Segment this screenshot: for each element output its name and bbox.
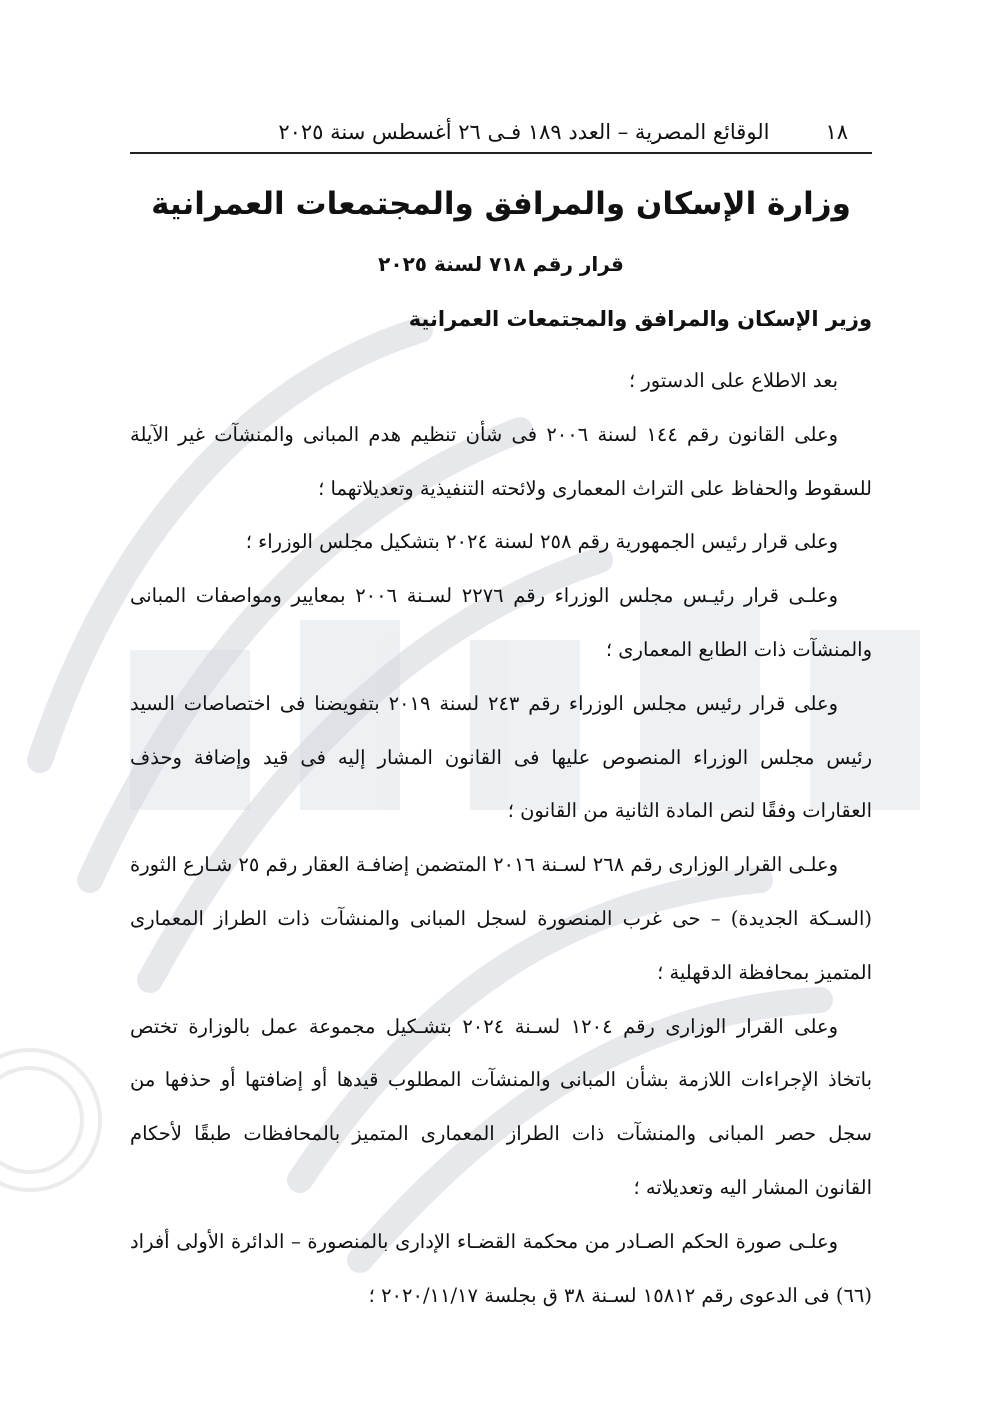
issuer-heading: وزير الإسكان والمرافق والمجتمعات العمرانية: [408, 307, 872, 331]
paragraph: وعلى القرار الوزارى رقم ١٢٠٤ لسـنة ٢٠٢٤ بتشـكيل مجموعة عمل بالوزارة تختص باتخاذ الإجراءات اللازمة بشأن المبانى والمنشآت المطلوب قيدها أو إضافتها أو حذفها من سجل حصر المبانى والمنشآت ذات الطراز المعمارى المتميز بالمحافظات طبقًا لأحكام القانون المشار اليه وتعديلاته ؛: [130, 1014, 872, 1199]
decree-preamble: [130, 354, 872, 1322]
paragraph: وعلى قرار رئيس مجلس الوزراء رقم ٢٤٣ لسنة ٢٠١٩ بتفويضنا فى اختصاصات السيد رئيس مجلس الوزراء المنصوص عليها فى القانون المشار إليه فى قيد وإضافة وحذف العقارات وفقًا لنص المادة الثانية من القانون ؛: [130, 691, 872, 823]
paragraph: وعلى قرار رئيس الجمهورية رقم ٢٥٨ لسنة ٢٠٢٤ بتشكيل مجلس الوزراء ؛: [245, 530, 838, 554]
page-number: ١٨: [825, 120, 848, 144]
page-header: [130, 112, 872, 154]
paragraph: وعلـى صورة الحكم الصـادر من محكمة القضـاء الإدارى بالمنصورة – الدائرة الأولى أفراد (٦٦) فى الدعوى رقم ١٥٨١٢ لسـنة ٣٨ ق بجلسة ٢٠٢٠/١١/١٧ ؛: [130, 1229, 872, 1307]
paragraph: وعلى القانون رقم ١٤٤ لسنة ٢٠٠٦ فى شأن تنظيم هدم المبانى والمنشآت غير الآيلة للسقوط والحفاظ على التراث المعمارى ولائحته التنفيذية وتعديلاتهما ؛: [130, 422, 872, 500]
paragraph: وعلـى القرار الوزارى رقم ٢٦٨ لسـنة ٢٠١٦ المتضمن إضافـة العقار رقم ٢٥ شـارع الثورة (السـكة الجديدة) – حى غرب المنصورة لسجل المبانى والمنشآت ذات الطراز المعمارى المتميز بمحافظة الدقهلية ؛: [130, 853, 872, 984]
gazette-issue-line: الوقائع المصرية – العدد ١٨٩ فـى ٢٦ أغسطس سنة ٢٠٢٥: [278, 120, 770, 144]
decree-title: قرار رقم ٧١٨ لسنة ٢٠٢٥: [378, 252, 624, 276]
ministry-title: وزارة الإسكان والمرافق والمجتمعات العمرانية: [151, 186, 851, 222]
paragraph: بعد الاطلاع على الدستور ؛: [628, 369, 838, 392]
gazette-page: [130, 0, 872, 1418]
paragraph: وعلـى قرار رئيـس مجلس الوزراء رقم ٢٢٧٦ لسـنة ٢٠٠٦ بمعايير ومواصفات المبانى والمنشآت ذات الطابع المعمارى ؛: [130, 584, 872, 661]
